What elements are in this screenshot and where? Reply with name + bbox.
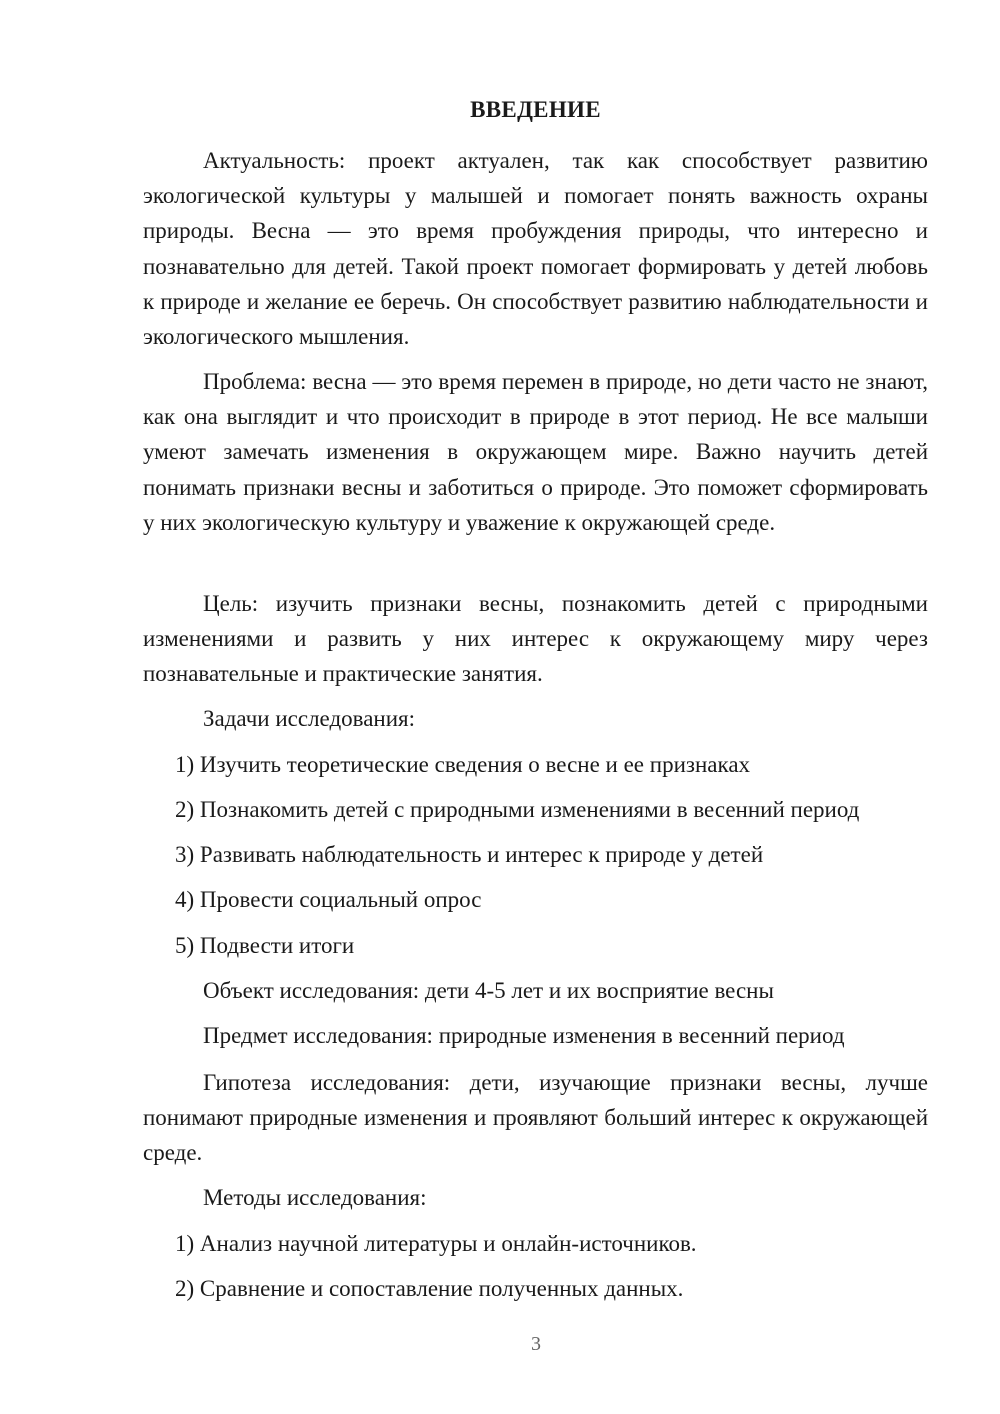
goal-paragraph: Цель: изучить признаки весны, познакомить детей с природными изменениями и развить у них интерес к окружающему миру через познавательные и практические занятия. — [143, 591, 928, 687]
page-number: 3 — [531, 1333, 541, 1355]
relevance-paragraph: Актуальность: проект актуален, так как способствует развитию экологической культуры у малышей и помогает понять важность охраны природы. Весна — это время пробуждения природы, что интересно и познавательно для детей. Такой проект помогает формировать у детей любовь к природе и желание ее беречь. Он способствует развитию наблюдательности и экологического мышления. — [143, 148, 928, 350]
tasks-heading: Задачи исследования: — [203, 706, 416, 731]
method-item-1: 1) Анализ научной литературы и онлайн-источников. — [175, 1231, 697, 1256]
method-item-2: 2) Сравнение и сопоставление полученных данных. — [175, 1276, 684, 1301]
section-heading: ВВЕДЕНИЕ — [470, 97, 601, 122]
methods-heading: Методы исследования: — [203, 1185, 427, 1210]
hypothesis-paragraph: Гипотеза исследования: дети, изучающие признаки весны, лучше понимают природные изменения и проявляют больший интерес к окружающей среде. — [143, 1070, 928, 1166]
problem-paragraph: Проблема: весна — это время перемен в природе, но дети часто не знают, как она выглядит и что происходит в природе в этот период. Не все малыши умеют замечать изменения в окружающем мире. Важно научить детей понимать признаки весны и заботиться о природе. Это поможет сформировать у них экологическую культуру и уважение к окружающей среде. — [143, 369, 928, 535]
task-item-3: 3) Развивать наблюдательность и интерес к природе у детей — [175, 842, 764, 867]
task-item-1: 1) Изучить теоретические сведения о весне и ее признаках — [175, 752, 751, 777]
task-item-5: 5) Подвести итоги — [175, 933, 355, 958]
research-object: Объект исследования: дети 4-5 лет и их восприятие весны — [203, 978, 774, 1003]
task-item-2: 2) Познакомить детей с природными изменениями в весенний период — [175, 797, 860, 822]
task-item-4: 4) Провести социальный опрос — [175, 887, 482, 912]
research-subject: Предмет исследования: природные изменения в весенний период — [203, 1023, 845, 1048]
